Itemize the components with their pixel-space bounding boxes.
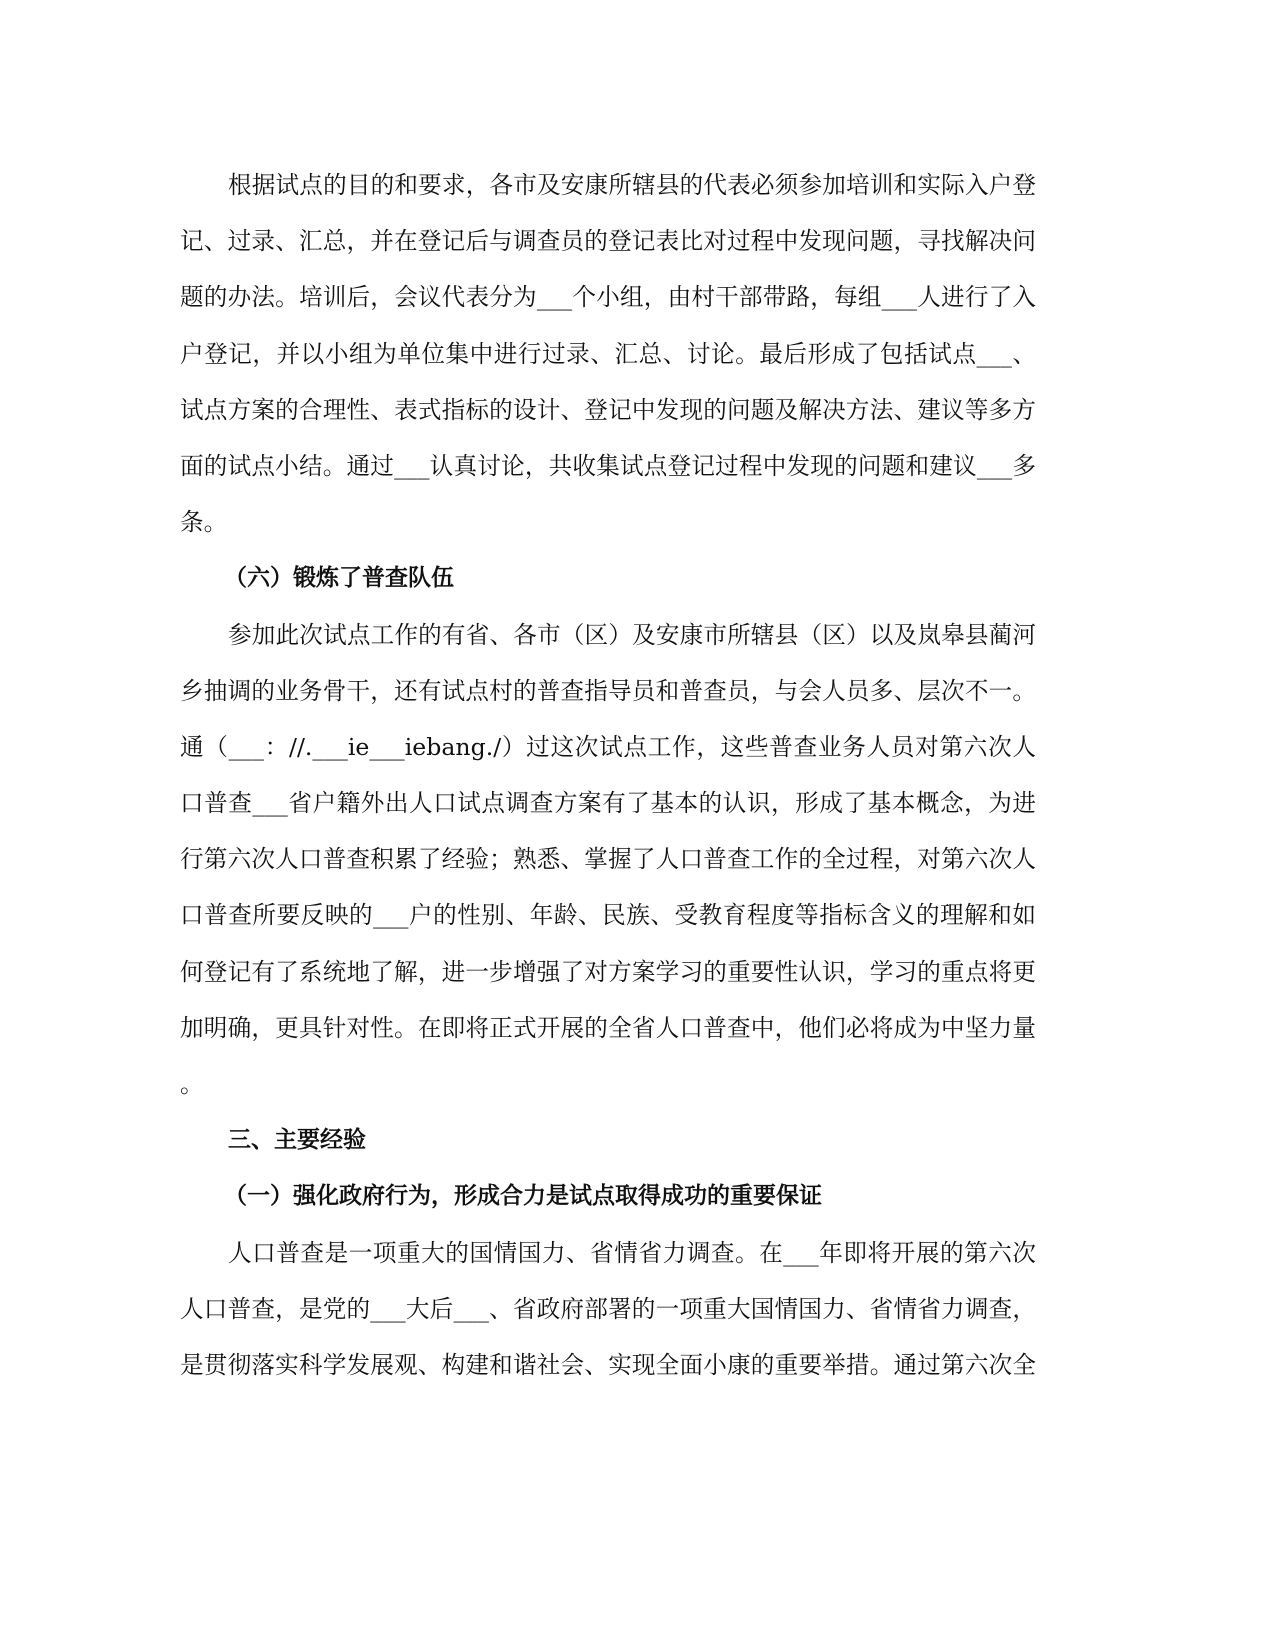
paragraph-line: 人口普查，是党的___大后___、省政府部署的一项重大国情国力、省情省力调查，	[180, 1294, 1036, 1323]
paragraph-line: 何登记有了系统地了解，进一步增强了对方案学习的重要性认识，学习的重点将更	[180, 957, 1036, 986]
paragraph-line: 根据试点的目的和要求，各市及安康所辖县的代表必须参加培训和实际入户登	[228, 171, 1036, 199]
paragraph-line: 记、过录、汇总，并在登记后与调查员的登记表比对过程中发现问题，寻找解决问	[180, 227, 1036, 256]
subsection-heading: （六）锻炼了普查队伍	[224, 565, 454, 592]
paragraph-line: 试点方案的合理性、表式指标的设计、登记中发现的问题及解决方法、建议等多方	[180, 395, 1036, 424]
paragraph-line: 户登记，并以小组为单位集中进行过录、汇总、讨论。最后形成了包括试点___、	[180, 339, 1036, 368]
paragraph-line: 通（___：//.___ie___iebang./）过这次试点工作，这些普查业务人员对第六次人	[180, 732, 1036, 761]
paragraph-line: 面的试点小结。通过___认真讨论，共收集试点登记过程中发现的问题和建议___多	[180, 451, 1036, 480]
section-heading: 三、主要经验	[228, 1127, 366, 1154]
subsection-heading: （一）强化政府行为，形成合力是试点取得成功的重要保证	[224, 1183, 822, 1210]
paragraph-line: 行第六次人口普查积累了经验；熟悉、掌握了人口普查工作的全过程，对第六次人	[180, 845, 1036, 874]
paragraph-line: 乡抽调的业务骨干，还有试点村的普查指导员和普查员，与会人员多、层次不一。	[180, 676, 1036, 705]
paragraph-line: 条。	[180, 508, 228, 537]
paragraph-line: 口普查所要反映的___户的性别、年龄、民族、受教育程度等指标含义的理解和如	[180, 901, 1036, 930]
paragraph-line: 人口普查是一项重大的国情国力、省情省力调查。在___年即将开展的第六次	[228, 1238, 1036, 1267]
paragraph-line: 口普查___省户籍外出人口试点调查方案有了基本的认识，形成了基本概念，为进	[180, 789, 1036, 818]
paragraph-line: 参加此次试点工作的有省、各市（区）及安康市所辖县（区）以及岚皋县蔺河	[228, 620, 1036, 649]
document-page	[180, 157, 1036, 1393]
paragraph-line: 题的办法。培训后，会议代表分为___个小组，由村干部带路，每组___人进行了入	[180, 283, 1036, 312]
paragraph-line: 是贯彻落实科学发展观、构建和谐社会、实现全面小康的重要举措。通过第六次全	[180, 1350, 1036, 1379]
paragraph-line: 。	[180, 1070, 204, 1098]
paragraph-line: 加明确，更具针对性。在即将正式开展的全省人口普查中，他们必将成为中坚力量	[180, 1013, 1036, 1042]
